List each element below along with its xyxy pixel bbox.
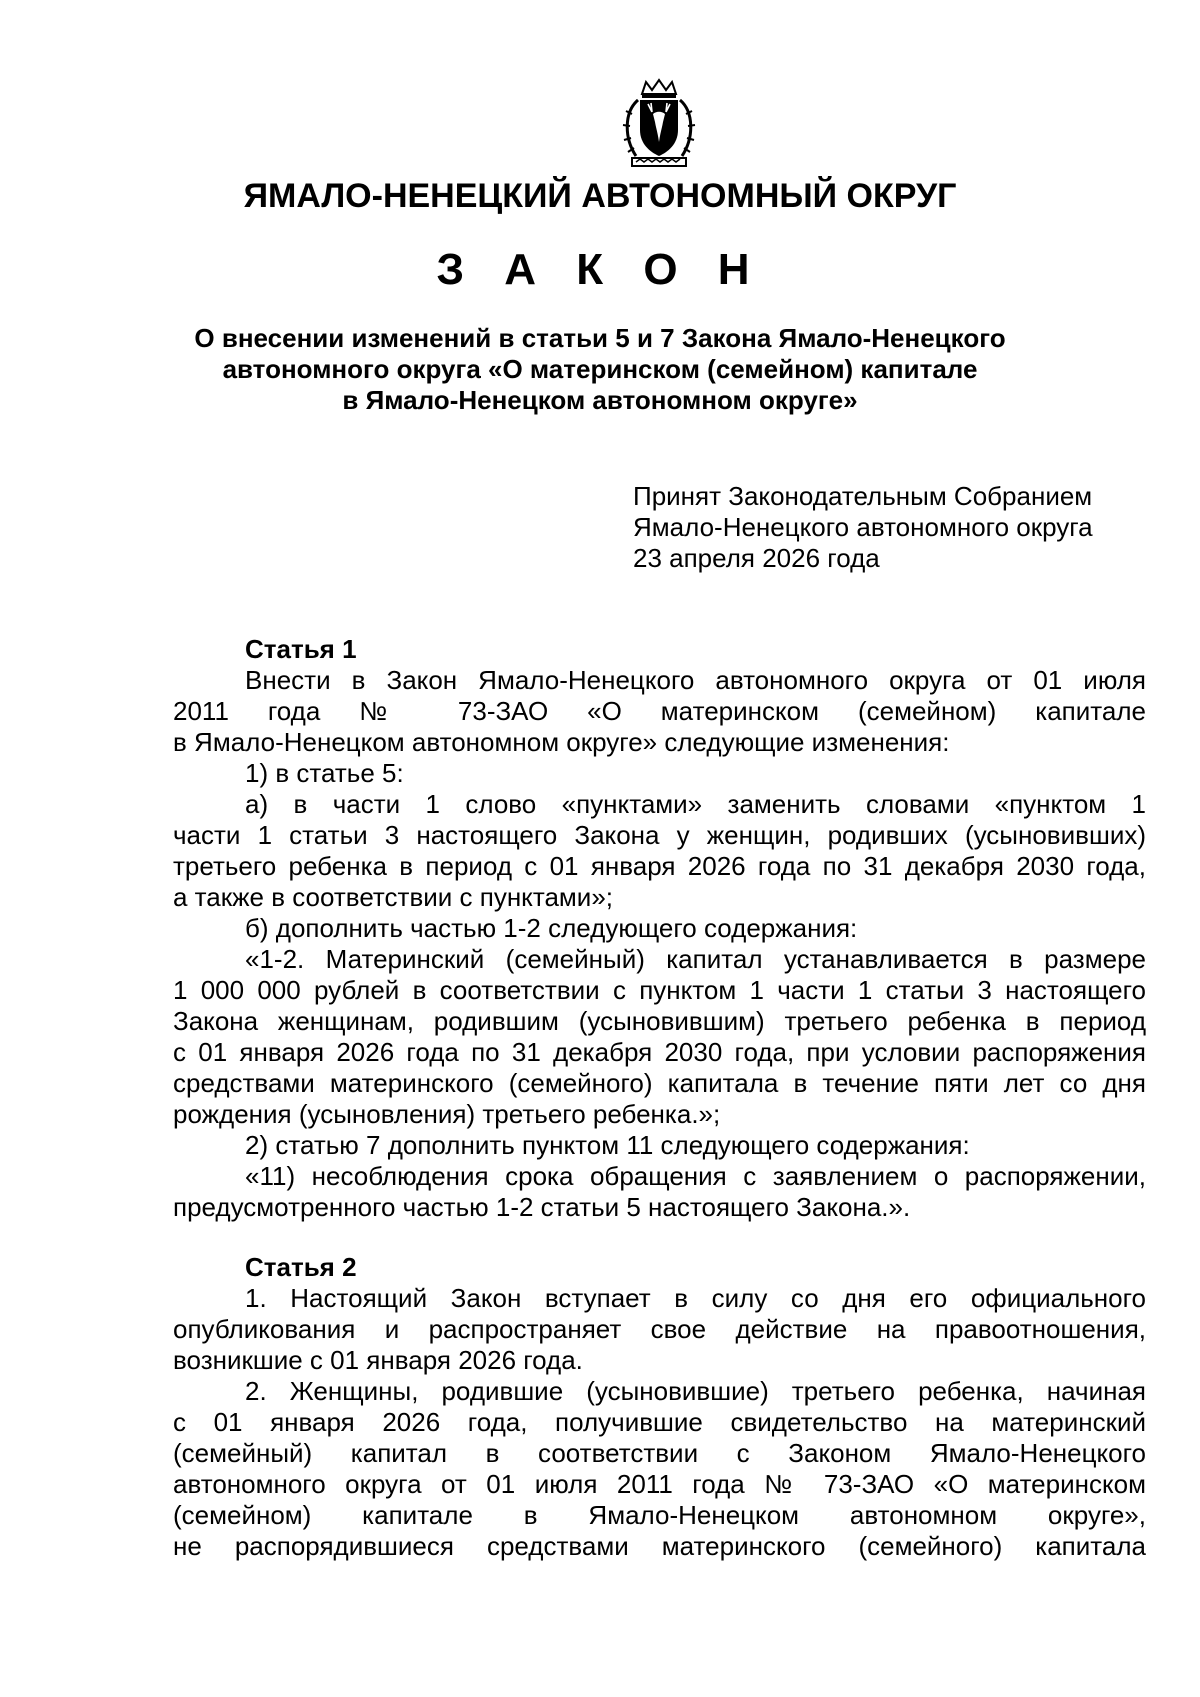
coat-of-arms-icon — [618, 78, 700, 172]
law-title-line: автономного округа «О материнском (семейном) капитале — [222, 354, 978, 384]
paragraph — [173, 789, 1146, 913]
text-line: (семейный) капитал в соответствии с Законом Ямало-Ненецкого — [173, 1438, 1146, 1468]
paragraph — [173, 665, 1146, 758]
text-line: возникшие с 01 января 2026 года. — [173, 1345, 583, 1375]
text-line: не распорядившиеся средствами материнского (семейного) капитала — [173, 1531, 1146, 1561]
text-line: «11) несоблюдения срока обращения с заявлением о распоряжении, — [245, 1161, 1146, 1191]
text-line: Закона женщинам, родившим (усыновившим) третьего ребенка в период — [173, 1006, 1146, 1036]
text-line: части 1 статьи 3 настоящего Закона у женщин, родивших (усыновивших) — [173, 820, 1146, 850]
adoption-date: 23 апреля 2026 года — [633, 543, 880, 573]
text-line: средствами материнского (семейного) капитала в течение пяти лет со дня — [173, 1068, 1146, 1098]
text-line: 1 000 000 рублей в соответствии с пунктом 1 части 1 статьи 3 настоящего — [173, 975, 1146, 1005]
paragraph — [173, 1376, 1146, 1562]
region-name: ЯМАЛО-НЕНЕЦКИЙ АВТОНОМНЫЙ ОКРУГ — [243, 177, 957, 215]
text-line: с 01 января 2026 года, получившие свидетельство на материнский — [173, 1407, 1146, 1437]
text-line: «1-2. Материнский (семейный) капитал устанавливается в размере — [245, 944, 1146, 974]
article-heading: Статья 1 — [245, 634, 357, 664]
paragraph — [173, 1283, 1146, 1376]
text-line: 2. Женщины, родившие (усыновившие) третьего ребенка, начиная — [245, 1376, 1146, 1406]
article-1 — [173, 634, 1146, 1223]
paragraph — [173, 1161, 1146, 1223]
text-line: а также в соответствии с пунктами»; — [173, 882, 614, 912]
text-line: предусмотренного частью 1-2 статьи 5 настоящего Закона.». — [173, 1192, 911, 1222]
text-line: Внести в Закон Ямало-Ненецкого автономного округа от 01 июля — [245, 665, 1146, 695]
paragraph: 2) статью 7 дополнить пунктом 11 следующего содержания: — [245, 1130, 970, 1160]
paragraph — [173, 944, 1146, 1130]
text-line: автономного округа от 01 июля 2011 года № 73-ЗАО «О материнском — [173, 1469, 1146, 1499]
text-line: опубликования и распространяет свое действие на правоотношения, — [173, 1314, 1146, 1344]
text-line: в Ямало-Ненецком автономном округе» следующие изменения: — [173, 727, 950, 757]
text-line: 2011 года № 73-ЗАО «О материнском (семейном) капитале — [173, 696, 1146, 726]
text-line: 1. Настоящий Закон вступает в силу со дня его официального — [245, 1283, 1146, 1313]
law-title-line: в Ямало-Ненецком автономном округе» — [342, 385, 858, 415]
text-line: третьего ребенка в период с 01 января 2026 года по 31 декабря 2030 года, — [173, 851, 1146, 881]
text-line: с 01 января 2026 года по 31 декабря 2030 года, при условии распоряжения — [173, 1037, 1146, 1067]
article-heading: Статья 2 — [245, 1252, 357, 1282]
text-line: а) в части 1 слово «пунктами» заменить словами «пунктом 1 — [245, 789, 1146, 819]
paragraph: б) дополнить частью 1-2 следующего содержания: — [245, 913, 858, 943]
adoption-line: Ямало-Ненецкого автономного округа — [633, 512, 1093, 542]
text-line: (семейном) капитале в Ямало-Ненецком автономном округе», — [173, 1500, 1146, 1530]
article-2 — [173, 1252, 1146, 1562]
adoption-line: Принят Законодательным Собранием — [633, 481, 1093, 511]
document-type: З А К О Н — [436, 245, 764, 294]
text-line: рождения (усыновления) третьего ребенка.»; — [173, 1099, 721, 1129]
paragraph: 1) в статье 5: — [245, 758, 404, 788]
law-title-line: О внесении изменений в статьи 5 и 7 Закона Ямало-Ненецкого — [194, 323, 1006, 353]
adoption-note — [633, 481, 1093, 574]
law-title — [0, 323, 1200, 416]
